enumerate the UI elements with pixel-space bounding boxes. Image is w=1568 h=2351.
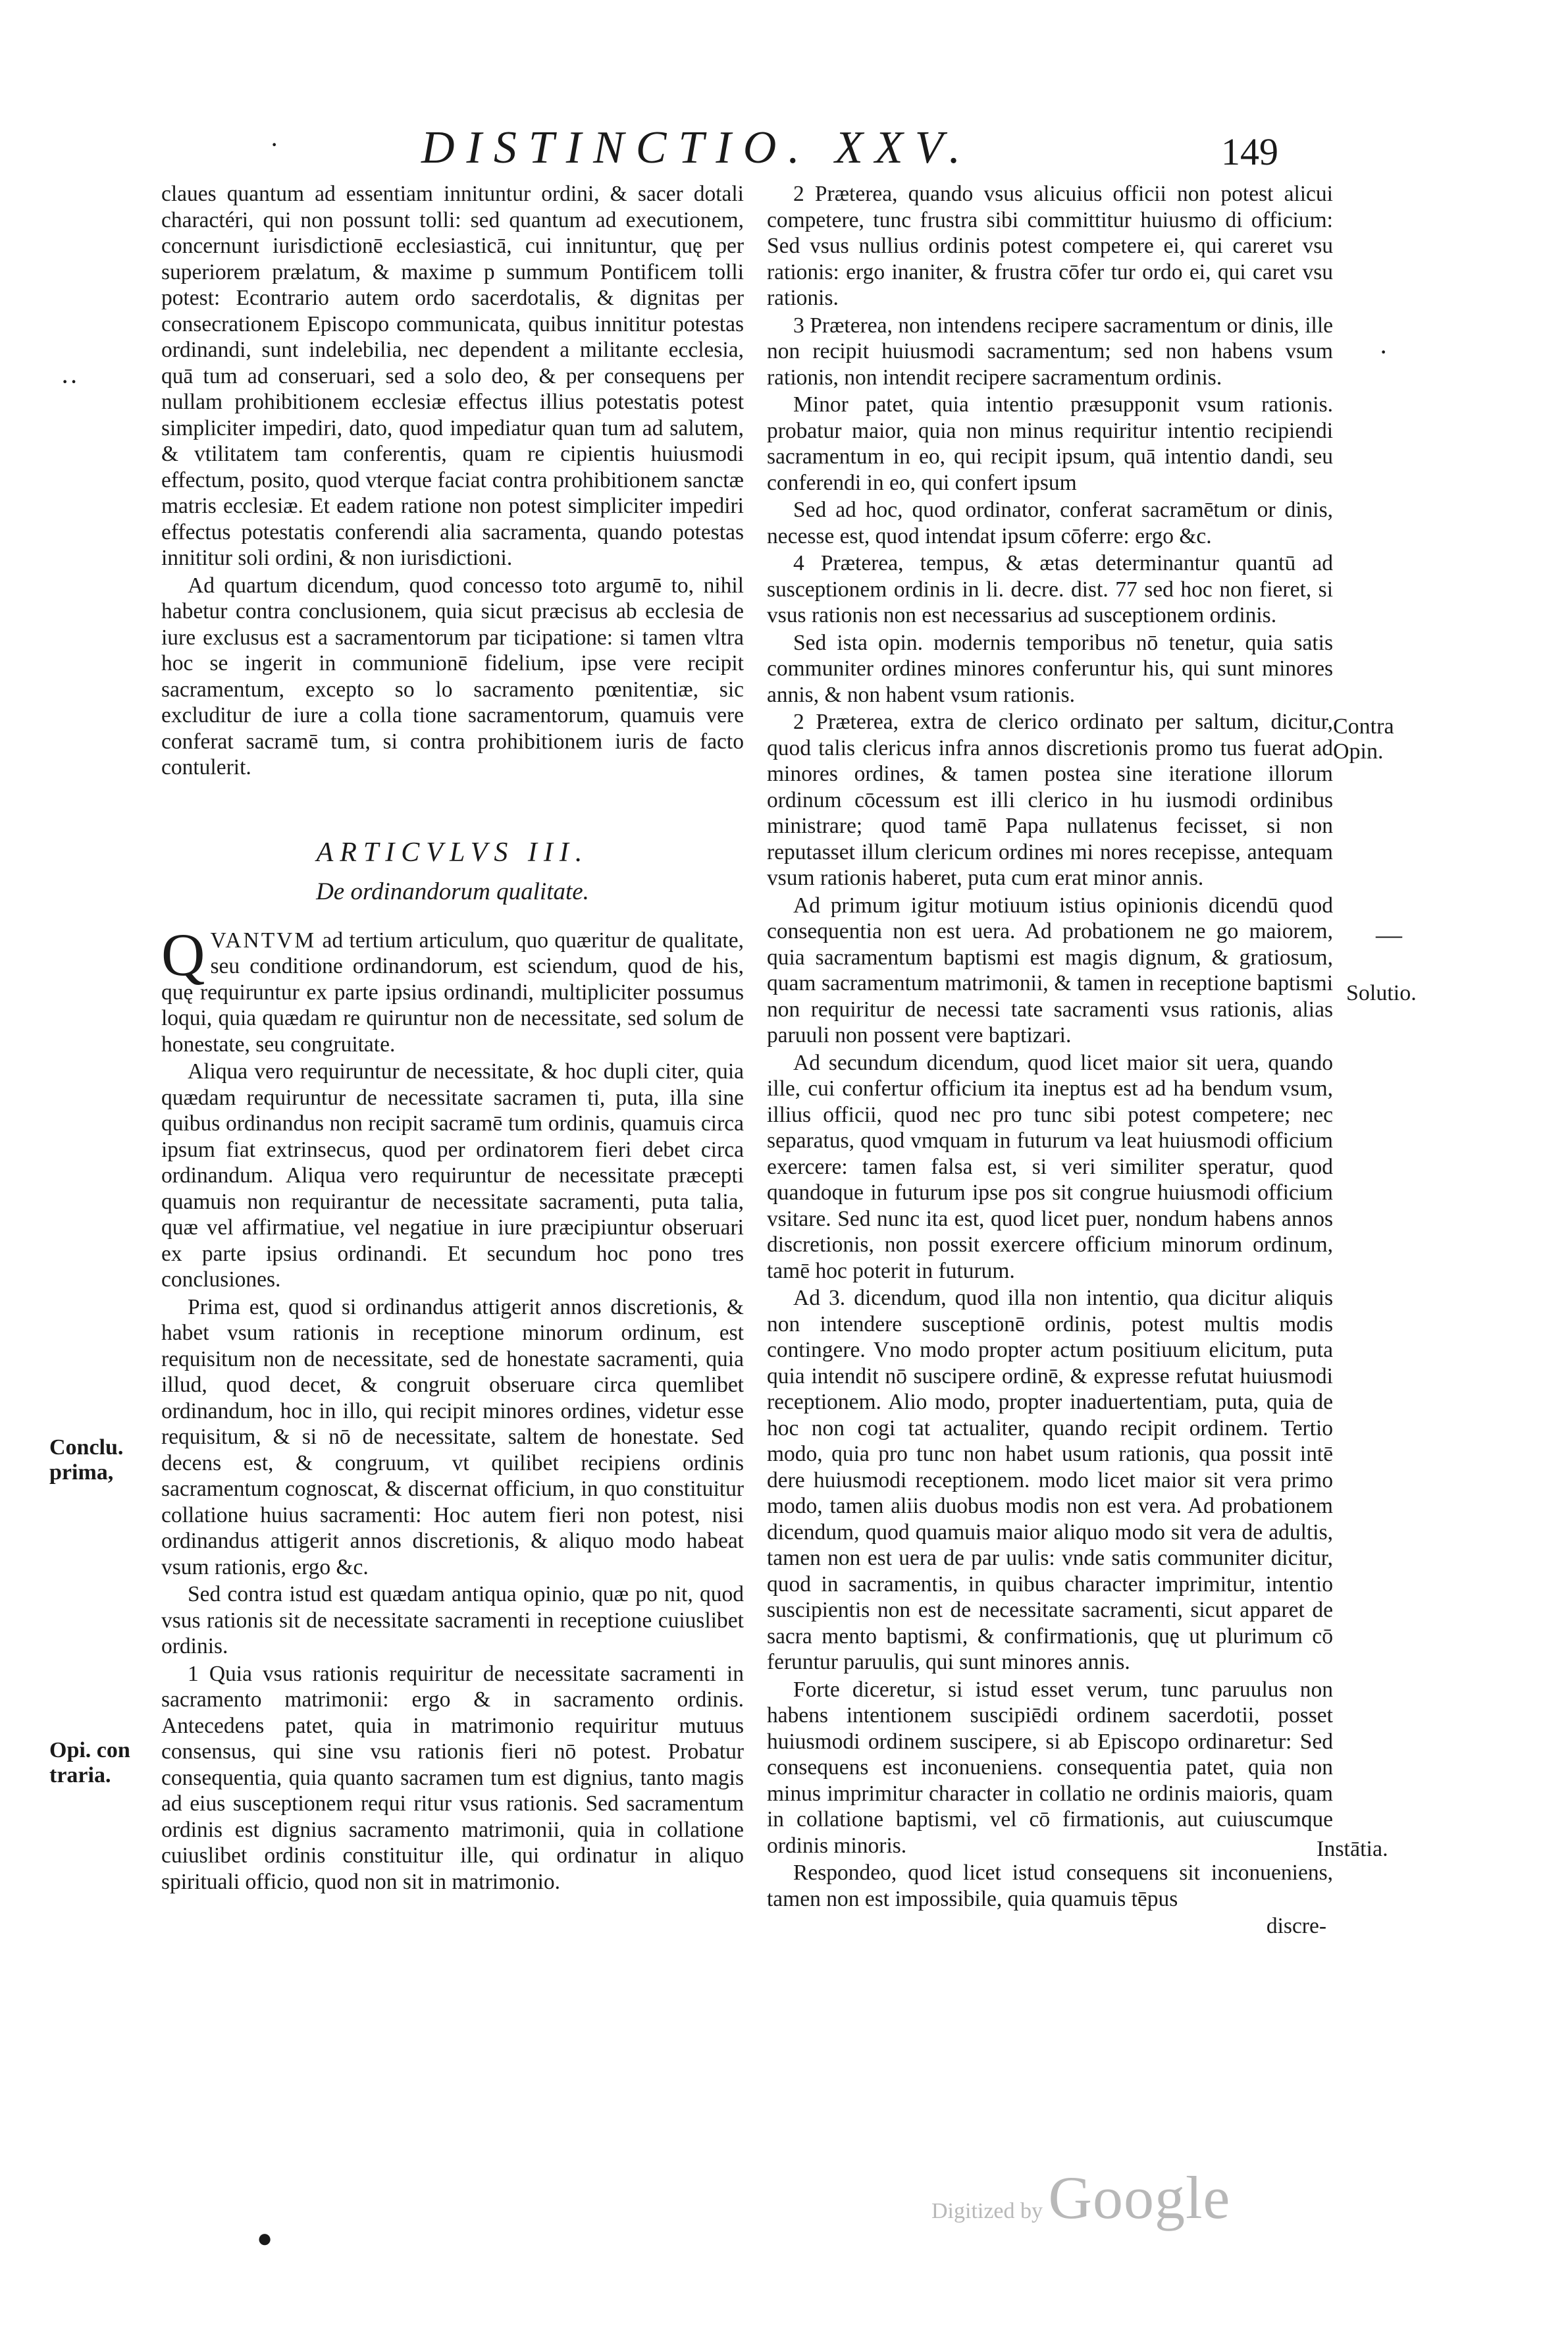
margin-note-instantia: Instātia. bbox=[1317, 1837, 1388, 1861]
header-dot: · bbox=[270, 130, 279, 159]
catchword: discre- bbox=[1266, 1914, 1326, 1938]
margin-note-opinio-contraria: Opi. con traria. bbox=[49, 1738, 130, 1787]
paragraph: Prima est, quod si ordinandus attigerit annos discretionis, & habet vsum rationis in receptione minorum ordinum, est requisitum non de necessitate, sed de honestate sacramenti, quia illud, quod decet, & congruit obseruare circa quemlibet ordinandum, hoc in illo, qui recipit minores ordines, videtur esse requisitum, & si nō de necessitate, saltem de honestate. Sed decens est, & congruum, vt quilibet recipiens ordinis sacramentum cognoscat, & discernat officium, in quo constituitur collatione huius sacramenti: Hoc autem fieri non potest, nisi ordinandus attigerit annos discretionis, & aliquo modo habeat vsum rationis, ergo &c. bbox=[161, 1294, 744, 1579]
opening-text: ad tertium articulum, quo quæritur de qualitate, seu conditione ordinandorum, est sciendum, quod de his, quę requiruntur ex parte ipsius ordinandi, multipliciter possumus loqui, quia quædam re quiruntur non de necessitate, sed solum de honestate, seu congruitate. bbox=[161, 928, 744, 1057]
paragraph: 2 Præterea, quando vsus alicuius officii non potest alicui competere, tunc frustra sibi committitur huiusmo di officium: Sed vsus nullius ordinis potest competere ei, qui careret vsu rationis: ergo inaniter, & frustra cōfer tur ordo ei, qui caret vsu rationis. bbox=[767, 182, 1333, 310]
digitized-prefix: Digitized by bbox=[931, 2199, 1043, 2223]
paragraph: Sed ista opin. modernis temporibus nō tenetur, quia satis communiter ordines minores conferuntur his, qui sunt minores annis, & non habent vsum rationis. bbox=[767, 630, 1333, 707]
margin-dots: ·· bbox=[61, 367, 78, 396]
running-title: DISTINCTIO. XXV. bbox=[421, 122, 973, 173]
right-column bbox=[767, 181, 1333, 1940]
margin-note-contra-opin: Contra Opin. bbox=[1333, 714, 1394, 764]
running-header bbox=[0, 122, 1568, 181]
paragraph: Minor patet, quia intentio præsupponit vsum rationis. probatur maior, quia non minus requiritur intentio recipiendi sacramentum in eo, qui recipit ipsum, quā intentio dandi, seu conferendi in eo, qui confert ipsum bbox=[767, 392, 1333, 495]
margin-note-conclusio: Conclu. prima, bbox=[49, 1435, 124, 1485]
paragraph: Ad primum igitur motiuum istius opinionis dicendū quod consequentia non est uera. Ad probationem ne go maiorem, quia sacramentum baptismi est magis dignum, & gratiosum, quam sacramentum matrimonii, & tamen in receptione baptismi non requiritur de necessi tate sacramenti vsus rationis, alias paruuli non possent vere baptizari. bbox=[767, 893, 1333, 1047]
paragraph: Ad 3. dicendum, quod illa non intentio, qua dicitur aliquis non intendere susceptionē ordinis, potest multis modis contingere. Vno modo propter actum positiuum elicitum, puta quia intendit nō suscipere ordinē, & expresse refutat huiusmodi receptionem. Alio modo, propter inaduertentiam, puta, quia de hoc non cogi tat actualiter, quando recipit ordinem. Tertio modo, quia pro tunc non habet usum rationis, qua possit intē dere huiusmodi receptionem. modo licet maior sit vera primo modo, tamen aliis duobus modis non est vera. Ad probationem dicendum, quod quamuis maior aliquo modo sit vera de adultis, tamen non est uera de par uulis: vnde satis communiter dicitur, quod in sacramentis, in quibus character imprimitur, intentio suscipientis non est de necessitate sacramenti, sicut apparet de sacra mento baptismi, & confirmationis, quę ut plurimum cō feruntur paruulis, qui sunt minores annis. bbox=[767, 1286, 1333, 1674]
paragraph: Respondeo, quod licet istud consequens sit inconueniens, tamen non est impossibile, quia quamuis tēpus bbox=[767, 1861, 1333, 1911]
paragraph: claues quantum ad essentiam innituntur ordini, & sacer dotali charactéri, qui non possunt tolli: sed quantum ad executionem, concernunt iurisdictionē ecclesiasticā, cui innituntur, quę per superiorem prælatum, & maxime p summum Pontificem tolli potest: Econtrario autem ordo sacerdotalis, & dignitas per consecrationem Episcopo communicata, quibus innititur potestas ordinandi, sunt indelebilia, nec dependent a militante ecclesia, quā tum ad conseruari, sed a solo deo, & per consequens per nullam prohibitionem ecclesiæ effectus illius potestatis potest simpliciter impediri, dato, quod impediatur quan tum ad salutem, & vtilitatem tam conferentis, quam re cipientis huiusmodi effectum, posito, quod vterque faciat contra prohibitionem sanctæ matris ecclesiæ. Et eadem ratione non potest simpliciter impediri effectus potestatis conferendi alia sacramenta, quando potestas innititur soli ordini, & non iurisdictioni. bbox=[161, 182, 744, 570]
paragraph: Forte diceretur, si istud esset verum, tunc paruulus non habens intentionem suscipiēdi ordinem sacerdotii, posset huiusmodi ordinem suscipere, si ab Episcopo ordinaretur: Sed consequens est inconueniens. consequentia patet, quia non minus imprimitur character in collatio ne ordinis maioris, quam in collatione baptismi, vel cō firmationis, aut cuiuscumque ordinis minoris. bbox=[767, 1677, 1333, 1858]
margin-dot: · bbox=[1379, 337, 1388, 367]
paragraph: Ad secundum dicendum, quod licet maior sit uera, quando ille, cui confertur officium ita ineptus est ad ha bendum vsum, illius officii, quod nec pro tunc sibi potest competere; nec separatus, quod vmquam in futurum va leat huiusmodi officium exercere: tamen falsa est, si veri similiter speratur, quod quandoque in futurum ipse pos sit congrue huiusmodi officium vsitare. Sed nunc ita est, quod licet puer, nondum habens annos discretionis, non possit exercere officium minorum ordinum, tamē hoc poterit in futurum. bbox=[767, 1050, 1333, 1283]
article-subheading: De ordinandorum qualitate. bbox=[316, 878, 589, 905]
margin-dash: — bbox=[1376, 920, 1402, 949]
paragraph: Aliqua vero requiruntur de necessitate, & hoc dupli citer, quia quædam requiruntur de necessitate sacramen ti, puta, illa sine quibus ordinandus non recipit sacramē tum ordinis, quamuis circa ipsum fiat extrinsecus, quod per ordinatorem fieri debet circa ordinandum. Aliqua vero requiruntur de necessitate præcepti quamuis non requirantur de necessitate sacramenti, puta talia, quæ vel affirmatiue, vel negatiue in iure præcipiuntur obseruari ex parte ipsius ordinandi. Et secundum hoc pono tres conclusiones. bbox=[161, 1059, 744, 1292]
paragraph: 4 Præterea, tempus, & ætas determinantur quantū ad susceptionem ordinis in li. decre. dist. 77 sed hoc non fieret, si vsus rationis non est necessarius ad susceptionem ordinis. bbox=[767, 551, 1333, 627]
margin-note-solutio: Solutio. bbox=[1346, 981, 1417, 1005]
paragraph: 1 Quia vsus rationis requiritur de necessitate sacramenti in sacramento matrimonii: ergo & in sacramento ordinis. Antecedens patet, quia in matrimonio requiritur mutuus consensus, qui sine vsu rationis fieri nō potest. Probatur consequentia, quia quanto sacramen tum est dignius, tanto magis ad eius susceptionem requi ritur vsus rationis. Sed sacramentum ordinis est dignius sacramento matrimonii, quia in collatione cuiuslibet ordinis constituitur ille, qui ordinatur in aliquo spirituali officio, quod non sit in matrimonio. bbox=[161, 1661, 744, 1894]
paragraph: Ad quartum dicendum, quod concesso toto argumē to, nihil habetur contra conclusionem, quia sicut præcisus ab ecclesia de iure exclusus est a sacramentorum par ticipatione: si tamen vltra hoc se ingerit in communionē fidelium, ipse vere recipit sacramentum, excepto so lo sacramento pœnitentiæ, sic excluditur de iure a colla tione sacramentorum, quamuis vere conferat sacramē tum, si contra prohibitionem iuris de facto contulerit. bbox=[161, 573, 744, 779]
page-number: 149 bbox=[1221, 130, 1278, 173]
article-heading: ARTICVLVS III. bbox=[316, 837, 589, 868]
paragraph: Sed ad hoc, quod ordinator, conferat sacramētum or dinis, necesse est, quod intendat ipsum cōferre: ergo &c. bbox=[767, 498, 1333, 548]
paragraph: 3 Præterea, non intendens recipere sacramentum or dinis, ille non recipit huiusmodi sacramentum; sed non habens vsum rationis, non intendit recipere sacramentum ordinis. bbox=[767, 313, 1333, 390]
left-column bbox=[161, 181, 744, 1896]
paragraph: Sed contra istud est quædam antiqua opinio, quæ po nit, quod vsus rationis sit de necessitate sacramenti in receptione cuiuslibet ordinis. bbox=[161, 1582, 744, 1658]
paragraph: 2 Præterea, extra de clerico ordinato per saltum, dicitur, quod talis clericus infra annos discretionis promo tus fuerat ad minores ordines, & tamen postea sine iteratione illorum ordinum cōcessum est illi clerico in hu iusmodi ordinibus ministrare; quod tamē Papa nullatenus fecisset, si non reputasset illum clericum ordines mi nores recepisse, antequam vsum rationis haberet, puta cum erat minor annis. bbox=[767, 710, 1333, 890]
stray-dot: ● bbox=[257, 2223, 273, 2253]
google-logo: Google bbox=[1048, 2164, 1231, 2231]
drop-cap: Q bbox=[161, 920, 205, 988]
digitized-watermark bbox=[931, 2163, 1230, 2232]
opening-paragraph bbox=[161, 920, 744, 1058]
opening-word: VANTVM bbox=[210, 928, 317, 953]
